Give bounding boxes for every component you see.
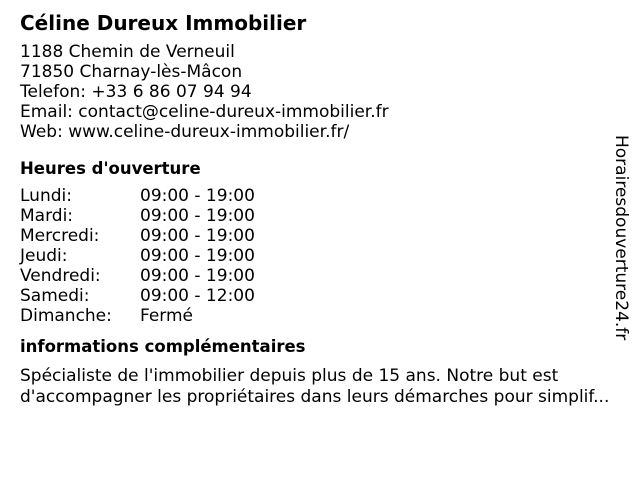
- contact-block: [20, 42, 620, 142]
- hours-table: [20, 186, 255, 326]
- day-label: Dimanche:: [20, 306, 112, 326]
- day-label: Mardi:: [20, 206, 74, 226]
- day-hours: 09:00 - 19:00: [140, 206, 255, 226]
- day-label: Mercredi:: [20, 226, 100, 246]
- business-card: [20, 10, 620, 408]
- info-line: d'accompagner les propriétaires dans leurs démarches pour simplif...: [20, 387, 610, 407]
- info-description: [20, 366, 630, 408]
- hours-title: Heures d'ouverture: [20, 159, 201, 178]
- day-hours: 09:00 - 12:00: [140, 286, 255, 306]
- day-label: Samedi:: [20, 286, 90, 306]
- day-label: Jeudi:: [20, 246, 68, 266]
- info-title: informations complémentaires: [20, 337, 306, 356]
- email-text: Email: contact@celine-dureux-immobilier.fr: [20, 102, 389, 122]
- day-hours: Fermé: [140, 306, 194, 326]
- hours-row: [20, 226, 255, 246]
- business-name: Céline Dureux Immobilier: [20, 11, 307, 35]
- day-hours: 09:00 - 19:00: [140, 266, 255, 286]
- day-label: Lundi:: [20, 186, 72, 206]
- hours-row: [20, 286, 255, 306]
- hours-row: [20, 266, 255, 286]
- hours-row: [20, 306, 255, 326]
- day-hours: 09:00 - 19:00: [140, 226, 255, 246]
- hours-row: [20, 206, 255, 226]
- phone-text: Telefon: +33 6 86 07 94 94: [20, 82, 252, 102]
- site-watermark: Horairesdouverture24.fr: [611, 135, 631, 341]
- web-text: Web: www.celine-dureux-immobilier.fr/: [20, 122, 350, 142]
- hours-row: [20, 186, 255, 206]
- address-city: 71850 Charnay-lès-Mâcon: [20, 62, 243, 82]
- day-hours: 09:00 - 19:00: [140, 246, 255, 266]
- address-street: 1188 Chemin de Verneuil: [20, 42, 235, 62]
- day-hours: 09:00 - 19:00: [140, 186, 255, 206]
- day-label: Vendredi:: [20, 266, 101, 286]
- info-line: Spécialiste de l'immobilier depuis plus de 15 ans. Notre but est: [20, 366, 559, 386]
- hours-row: [20, 246, 255, 266]
